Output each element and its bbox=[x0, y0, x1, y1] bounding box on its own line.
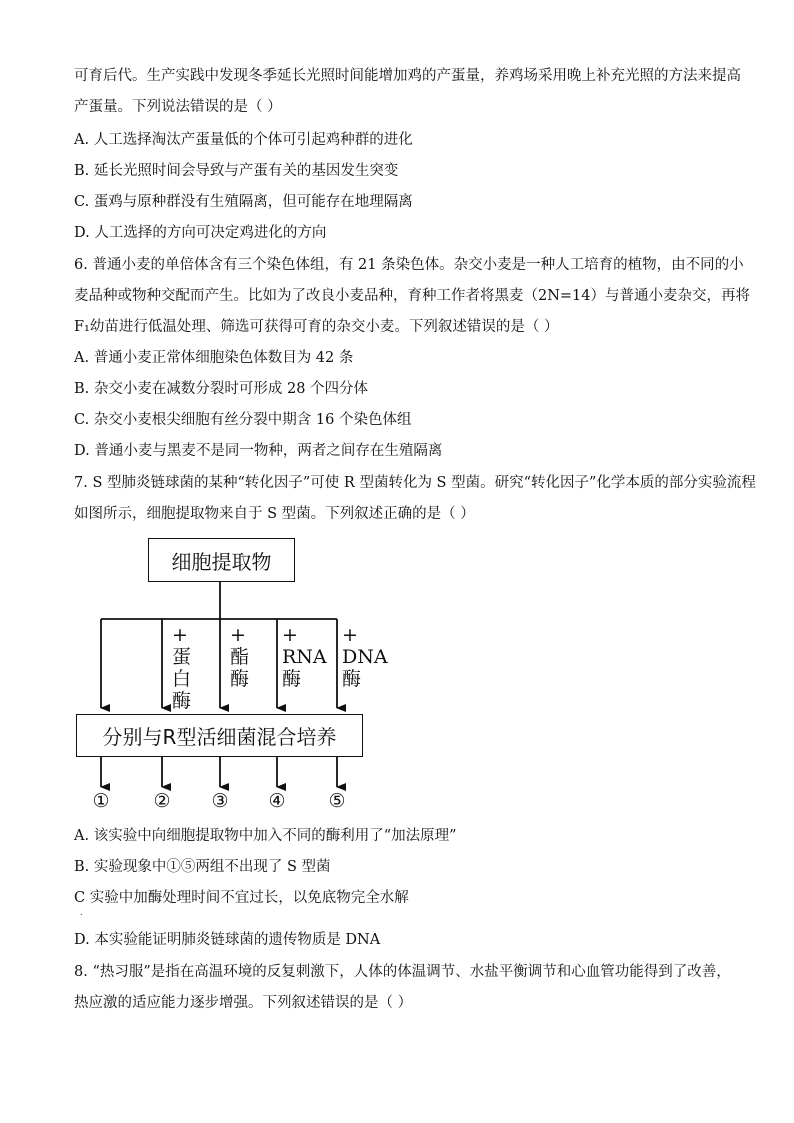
q7-option-d: D. 本实验能证明肺炎链球菌的遗传物质是 DNA bbox=[74, 932, 381, 948]
q5-option-b: B. 延长光照时间会导致与产蛋有关的基因发生突变 bbox=[74, 163, 399, 179]
result-4: ④ bbox=[268, 790, 286, 812]
result-2: ② bbox=[153, 790, 171, 812]
q6-text-line-2: 麦品种或物种交配而产生。比如为了改良小麦品种，育种工作者将黑麦（2N=14）与普通小麦杂交，再将 bbox=[74, 288, 751, 304]
protease-label: + 蛋 白 酶 bbox=[172, 624, 192, 712]
q7-text-line-1: 7. S 型肺炎链球菌的某种“转化因子”可使 R 型菌转化为 S 型菌。研究“转化因子”化学本质的部分实验流程 bbox=[74, 475, 756, 491]
q6-option-a: A. 普通小麦正常体细胞染色体数目为 42 条 bbox=[74, 350, 354, 366]
q6-text-line-3: F₁幼苗进行低温处理、筛选可获得可育的杂交小麦。下列叙述错误的是（ ） bbox=[74, 319, 559, 335]
dnase-label: + DNA 酶 bbox=[342, 624, 388, 690]
result-1: ① bbox=[92, 790, 110, 812]
q7-text-line-2: 如图所示，细胞提取物来自于 S 型菌。下列叙述正确的是（ ） bbox=[74, 506, 475, 522]
q5-text-line-2: 产蛋量。下列说法错误的是（ ） bbox=[74, 99, 282, 115]
q7-option-c: C 实验中加酶处理时间不宜过长，以免底物完全水解 bbox=[74, 890, 409, 906]
q8-text-line-2: 热应激的适应能力逐步增强。下列叙述错误的是（ ） bbox=[74, 995, 413, 1011]
stray-dot: . bbox=[80, 908, 83, 917]
esterase-label: + 酯 酶 bbox=[230, 624, 250, 690]
result-3: ③ bbox=[211, 790, 229, 812]
q5-option-c: C. 蛋鸡与原种群没有生殖隔离，但可能存在地理隔离 bbox=[74, 194, 413, 210]
q7-option-b: B. 实验现象中①⑤两组不出现了 S 型菌 bbox=[74, 859, 331, 875]
q6-text-line-1: 6. 普通小麦的单倍体含有三个染色体组，有 21 条染色体。杂交小麦是一种人工培育的植物，由不同的小 bbox=[74, 257, 744, 273]
q6-option-b: B. 杂交小麦在减数分裂时可形成 28 个四分体 bbox=[74, 381, 369, 397]
q6-option-d: D. 普通小麦与黑麦不是同一物种，两者之间存在生殖隔离 bbox=[74, 443, 443, 459]
q6-option-c: C. 杂交小麦根尖细胞有丝分裂中期含 16 个染色体组 bbox=[74, 412, 412, 428]
experiment-flow-diagram bbox=[72, 532, 392, 822]
q8-text-line-1: 8. “热习服”是指在高温环境的反复刺激下，人体的体温调节、水盐平衡调节和心血管功能得到了改善， bbox=[74, 964, 731, 980]
mix-culture-box: 分别与R型活细菌混合培养 bbox=[76, 714, 363, 757]
result-5: ⑤ bbox=[328, 790, 346, 812]
q5-option-d: D. 人工选择的方向可决定鸡进化的方向 bbox=[74, 225, 327, 241]
q5-option-a: A. 人工选择淘汰产蛋量低的个体可引起鸡种群的进化 bbox=[74, 132, 413, 148]
q7-option-a: A. 该实验中向细胞提取物中加入不同的酶利用了“加法原理” bbox=[74, 828, 457, 844]
rnase-label: + RNA 酶 bbox=[282, 624, 327, 690]
q5-text-line-1: 可育后代。生产实践中发现冬季延长光照时间能增加鸡的产蛋量，养鸡场采用晚上补充光照的方法来提高 bbox=[74, 68, 741, 84]
cell-extract-box: 细胞提取物 bbox=[148, 538, 295, 582]
